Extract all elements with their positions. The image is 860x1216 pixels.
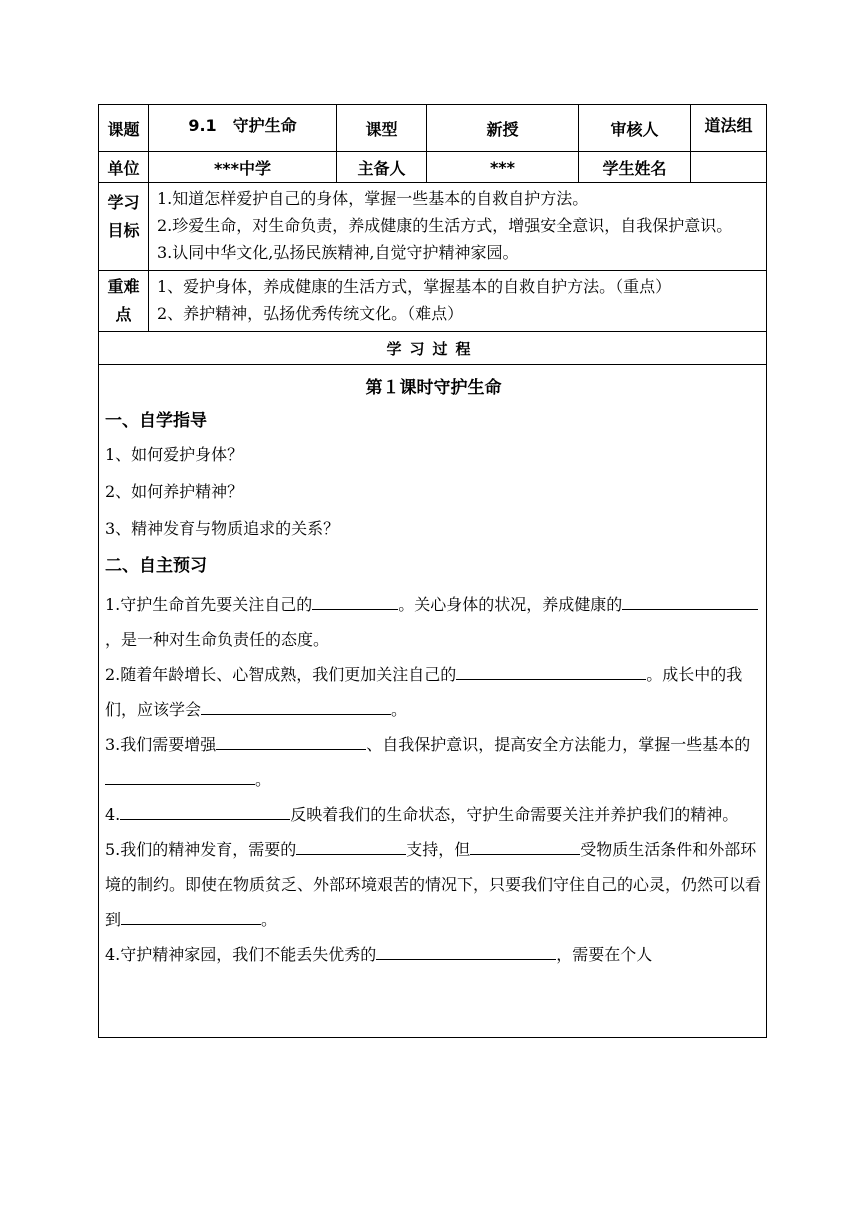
process-row (99, 332, 767, 365)
fill-paragraph: 4. 反映着我们的生命状态，守护生命需要关注并养护我们的精神。 (105, 797, 762, 832)
label-type: 课型 (337, 105, 427, 152)
reviewer-value: 道法组 (691, 105, 767, 152)
process-title: 学习过程 (99, 332, 767, 365)
fill-blank[interactable] (296, 836, 406, 855)
key-point-item: 2、养护精神，弘扬优秀传统文化。（难点） (157, 304, 464, 323)
lesson-title: 第１课时守护生命 (365, 378, 502, 398)
objective-item: 3.认同中华文化,弘扬民族精神,自觉守护精神家园。 (157, 243, 519, 262)
lesson-plan-table (98, 104, 767, 1038)
document-page (98, 104, 766, 1038)
fill-blank[interactable] (216, 731, 366, 750)
fill-blank[interactable] (120, 801, 290, 820)
fill-blank[interactable] (201, 696, 391, 715)
fill-blank[interactable] (622, 591, 758, 610)
fill-paragraph: 2.随着年龄增长、心智成熟，我们更加关注自己的 。成长中的我们，应该学会 。 (105, 657, 762, 727)
section-title: 二、自主预习 (105, 556, 207, 576)
unit-value: ***中学 (149, 152, 337, 183)
lesson-body (99, 365, 767, 1038)
label-unit: 单位 (99, 152, 149, 183)
objective-item: 2.珍爱生命，对生命负责，养成健康的生活方式，增强安全意识，自我保护意识。 (157, 216, 733, 235)
fill-paragraph: 3.我们需要增强 、自我保护意识，提高安全方法能力，掌握一些基本的。 (105, 727, 762, 797)
header-row-2 (99, 152, 767, 183)
objectives-content (149, 183, 767, 271)
label-student-name: 学生姓名 (579, 152, 691, 183)
question-item: 3、精神发育与物质追求的关系？ (105, 519, 340, 538)
objectives-label: 学习 目标 (99, 183, 149, 271)
header-row-1 (99, 105, 767, 152)
label-topic: 课题 (99, 105, 149, 152)
student-name-value[interactable] (691, 152, 767, 183)
objectives-row (99, 183, 767, 271)
fill-paragraph: 4.守护精神家园，我们不能丢失优秀的 ，需要在个人 (105, 937, 762, 972)
key-points-label: 重难 点 (99, 271, 149, 332)
fill-blank[interactable] (470, 836, 580, 855)
type-value: 新授 (427, 105, 579, 152)
section-title: 一、自学指导 (105, 411, 207, 431)
label-reviewer: 审核人 (579, 105, 691, 152)
fill-blank[interactable] (105, 766, 255, 785)
fill-blank[interactable] (312, 591, 398, 610)
fill-blank[interactable] (456, 661, 646, 680)
fill-blank[interactable] (121, 906, 261, 925)
question-item: 2、如何养护精神？ (105, 482, 244, 501)
body-row (99, 365, 767, 1038)
fill-paragraph: 1.守护生命首先要关注自己的 。关心身体的状况，养成健康的，是一种对生命负责任的态度。 (105, 587, 762, 657)
fill-blank[interactable] (376, 941, 556, 960)
fill-paragraph: 5.我们的精神发育，需要的 支持，但 受物质生活条件和外部环境的制约。即使在物质贫乏、外部环境艰苦的情况下，只要我们守住自己的心灵，仍然可以看到 。 (105, 832, 762, 937)
key-point-item: 1、爱护身体，养成健康的生活方式，掌握基本的自救自护方法。（重点） (157, 277, 672, 296)
question-item: 1、如何爱护身体？ (105, 445, 244, 464)
key-points-row (99, 271, 767, 332)
preparer-value: *** (427, 152, 579, 183)
label-preparer: 主备人 (337, 152, 427, 183)
objective-item: 1.知道怎样爱护自己的身体，掌握一些基本的自救自护方法。 (157, 189, 589, 208)
key-points-content (149, 271, 767, 332)
topic-value: 9.1 守护生命 (149, 105, 337, 152)
